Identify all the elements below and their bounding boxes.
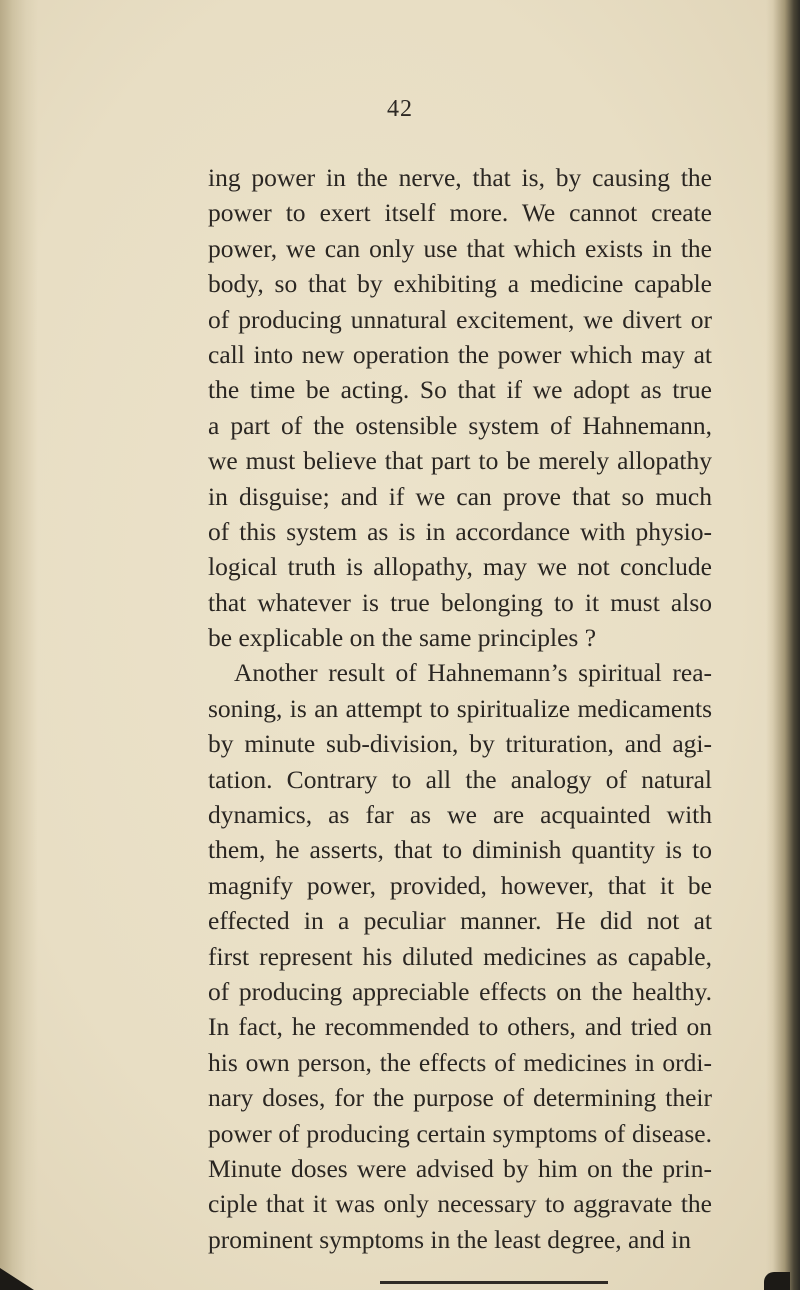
text-line: by minute sub-division, by trituration, and agi- xyxy=(208,729,712,759)
page-number: 42 xyxy=(387,96,413,122)
text-line: Minute doses were advised by him on the prin- xyxy=(208,1153,712,1183)
text-line: magnify power, provided, however, that it be xyxy=(208,870,712,900)
text-line: of producing unnatural excitement, we divert or xyxy=(208,304,712,334)
text-line: tation. Contrary to all the analogy of natural xyxy=(208,764,712,794)
text-line: ciple that it was only necessary to aggravate the xyxy=(208,1189,712,1219)
text-line: nary doses, for the purpose of determining their xyxy=(208,1083,712,1113)
text-line: power, we can only use that which exists in the xyxy=(208,233,712,263)
text-line: of this system as is in accordance with physio- xyxy=(208,516,712,546)
text-line: them, he asserts, that to diminish quantity is to xyxy=(208,835,712,865)
text-line: prominent symptoms in the least degree, and in xyxy=(208,1224,691,1254)
page-gutter-shadow-left xyxy=(0,0,38,1290)
text-line: we must believe that part to be merely allopathy xyxy=(208,446,712,476)
text-line-paragraph-end: be explicable on the same principles ? xyxy=(208,623,597,653)
text-line: logical truth is allopathy, may we not conclude xyxy=(208,552,712,582)
text-line: dynamics, as far as we are acquainted with xyxy=(208,800,712,830)
scan-corner-mark-right xyxy=(764,1272,790,1290)
body-text xyxy=(208,160,712,1257)
text-line: power of producing certain symptoms of disease. xyxy=(208,1118,712,1148)
page-edge-shadow-right xyxy=(766,0,800,1290)
text-line: the time be acting. So that if we adopt as true xyxy=(208,375,712,405)
text-line: soning, is an attempt to spiritualize medicaments xyxy=(208,693,712,723)
scan-edge-bar xyxy=(380,1281,608,1284)
text-line: a part of the ostensible system of Hahnemann, xyxy=(208,410,712,440)
text-line: first represent his diluted medicines as capable, xyxy=(208,941,712,971)
text-line: his own person, the effects of medicines in ordi- xyxy=(208,1047,712,1077)
text-line: of producing appreciable effects on the healthy. xyxy=(208,976,712,1006)
text-line-paragraph-start: Another result of Hahnemann’s spiritual rea- xyxy=(234,658,712,688)
text-line: power to exert itself more. We cannot create xyxy=(208,198,712,228)
text-line: in disguise; and if we can prove that so much xyxy=(208,481,712,511)
text-line: that whatever is true belonging to it must also xyxy=(208,587,712,617)
text-line: call into new operation the power which may at xyxy=(208,339,712,369)
text-line: body, so that by exhibiting a medicine capable xyxy=(208,269,712,299)
text-line: In fact, he recommended to others, and tried on xyxy=(208,1012,712,1042)
text-line: effected in a peculiar manner. He did not at xyxy=(208,906,712,936)
scan-corner-mark-left xyxy=(0,1268,34,1290)
text-line: ing power in the nerve, that is, by causing the xyxy=(208,163,712,192)
